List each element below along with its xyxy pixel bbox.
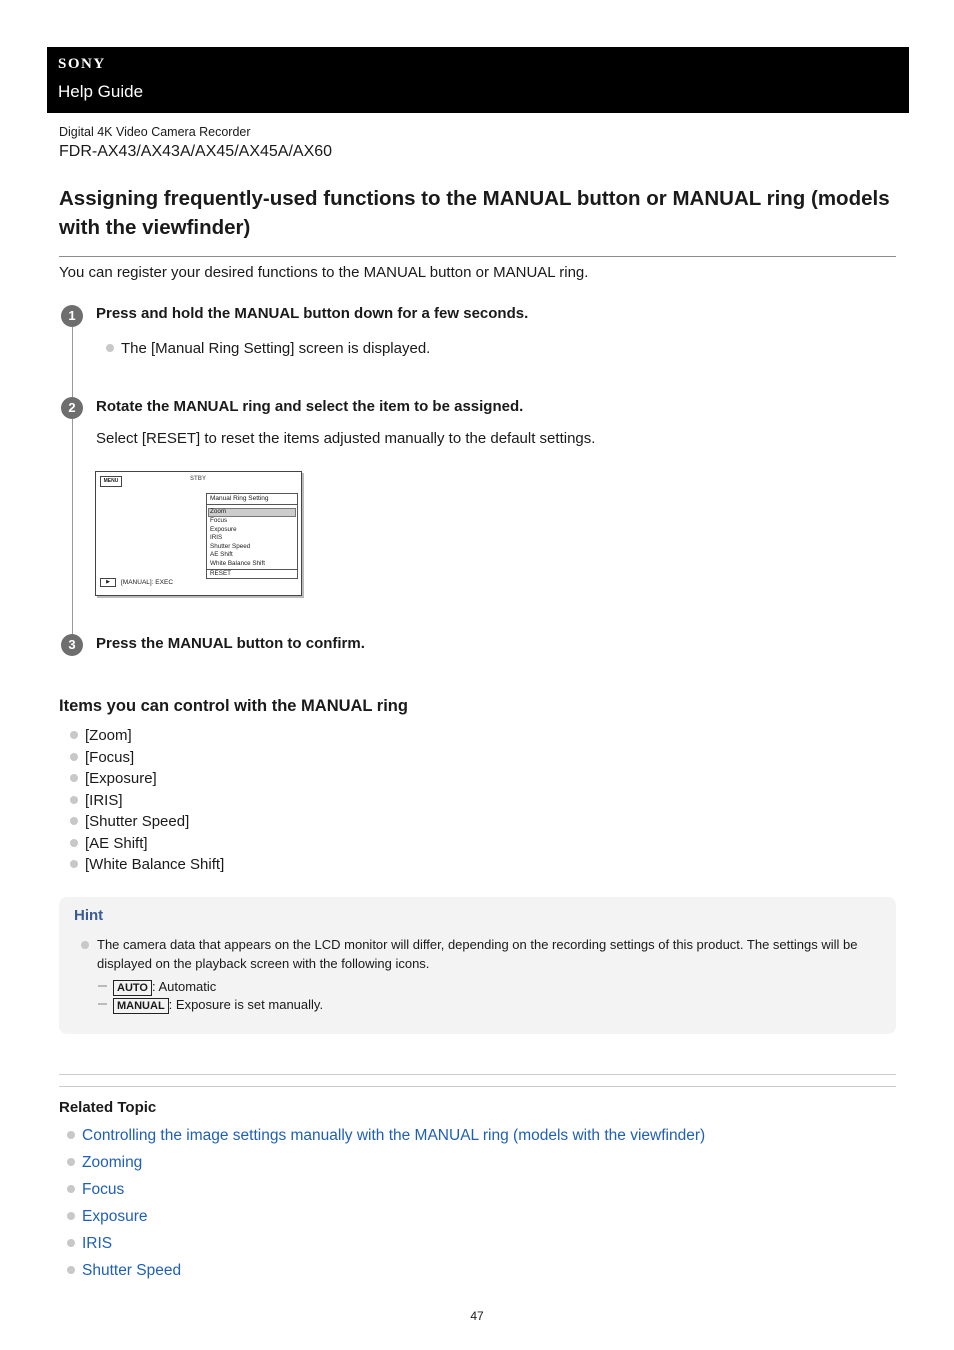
- lcd-item: AE Shift: [210, 551, 233, 558]
- related-link[interactable]: Zooming: [82, 1154, 143, 1171]
- hint-sub-text: : Exposure is set manually.: [168, 997, 324, 1012]
- related-link[interactable]: Focus: [82, 1181, 125, 1198]
- step-1-bullet-text: The [Manual Ring Setting] screen is displayed.: [121, 340, 431, 357]
- list-item: [70, 727, 224, 749]
- page-number: 47: [470, 1309, 484, 1323]
- related-item: [67, 1234, 705, 1261]
- bullet-icon: [70, 860, 78, 868]
- manual-icon: MANUAL: [113, 998, 169, 1014]
- related-item: [67, 1126, 705, 1153]
- step-3-number: 3: [61, 634, 83, 656]
- related-topic-list: [67, 1126, 705, 1288]
- steps-connector-line: [72, 316, 73, 636]
- hint-sub-item: [98, 997, 323, 1014]
- bullet-icon: [67, 1131, 75, 1139]
- step-1-bullet: [106, 340, 430, 357]
- lcd-panel-title: Manual Ring Setting: [207, 494, 297, 505]
- bullet-icon: [70, 817, 78, 825]
- page-title: Assigning frequently-used functions to the MANUAL button or MANUAL ring (models with the viewfinder): [59, 187, 890, 239]
- list-item: [70, 835, 224, 857]
- lcd-menu-button: MENU: [100, 476, 122, 487]
- product-type: Digital 4K Video Camera Recorder: [59, 125, 251, 139]
- bullet-icon: [67, 1158, 75, 1166]
- lcd-item: White Balance Shift: [210, 559, 265, 567]
- product-models: FDR-AX43/AX43A/AX45/AX45A/AX60: [59, 143, 333, 160]
- bullet-icon: [70, 796, 78, 804]
- related-link[interactable]: Controlling the image settings manually with the MANUAL ring (models with the viewfinder): [82, 1127, 706, 1144]
- list-item: [70, 813, 224, 835]
- list-item-text: [Exposure]: [85, 770, 157, 787]
- lcd-item: Zoom: [210, 508, 227, 515]
- auto-icon: AUTO: [113, 980, 152, 996]
- lcd-item: Exposure: [210, 525, 237, 533]
- step-2-title: Rotate the MANUAL ring and select the item to be assigned.: [96, 398, 524, 415]
- lcd-bottom-bar: [100, 578, 173, 587]
- controllable-items-list: [70, 727, 224, 878]
- related-topic-heading: Related Topic: [59, 1099, 157, 1116]
- lcd-item: IRIS: [210, 534, 223, 541]
- playback-icon: ▶: [100, 578, 116, 587]
- step-3-title: Press the MANUAL button to confirm.: [96, 635, 365, 652]
- hint-box: [59, 897, 896, 1034]
- bullet-icon: [70, 839, 78, 847]
- lcd-settings-panel: [206, 493, 298, 579]
- title-divider: [59, 256, 896, 257]
- lcd-item: RESET: [210, 570, 231, 577]
- list-item-text: [AE Shift]: [85, 834, 148, 852]
- lcd-item: Shutter Speed: [210, 542, 251, 550]
- hint-sub-item: [98, 979, 216, 996]
- dash-icon: [98, 985, 107, 987]
- bullet-icon: [106, 344, 114, 352]
- list-item: [70, 749, 224, 771]
- items-section-heading: Items you can control with the MANUAL ring: [59, 697, 408, 715]
- list-item-text: [Shutter Speed]: [85, 813, 190, 830]
- bullet-icon: [70, 731, 78, 739]
- bullet-icon: [70, 753, 78, 761]
- list-item-text: [IRIS]: [85, 791, 123, 809]
- intro-text: You can register your desired functions to the MANUAL button or MANUAL ring.: [59, 264, 589, 281]
- list-item: [70, 770, 224, 792]
- header-bar: [47, 47, 909, 113]
- step-2-number: 2: [61, 397, 83, 419]
- lcd-status: STBY: [190, 476, 207, 482]
- bullet-icon: [67, 1239, 75, 1247]
- hint-text: [97, 935, 887, 973]
- hint-sub-text: : Automatic: [151, 979, 217, 994]
- dash-icon: [98, 1003, 107, 1005]
- list-item-text: [Focus]: [85, 748, 135, 766]
- list-item: [70, 856, 224, 878]
- hint-title: Hint: [74, 907, 104, 924]
- related-item: [67, 1153, 705, 1180]
- list-item-text: [White Balance Shift]: [85, 856, 225, 873]
- related-item: [67, 1180, 705, 1207]
- section-divider: [59, 1074, 896, 1075]
- related-link[interactable]: Shutter Speed: [82, 1262, 182, 1279]
- help-guide-label: Help Guide: [58, 82, 144, 101]
- step-2-body: Select [RESET] to reset the items adjusted manually to the default settings.: [96, 430, 596, 447]
- list-item-text: [Zoom]: [85, 727, 132, 744]
- related-link[interactable]: IRIS: [82, 1235, 113, 1252]
- step-1-title: Press and hold the MANUAL button down for a few seconds.: [96, 305, 529, 322]
- bullet-icon: [67, 1266, 75, 1274]
- manual-ring-setting-screen: [95, 471, 302, 596]
- bullet-icon: [67, 1212, 75, 1220]
- sony-logo: SONY: [58, 56, 106, 72]
- bullet-icon: [70, 774, 78, 782]
- related-link[interactable]: Exposure: [82, 1208, 148, 1225]
- list-item: [70, 792, 224, 814]
- related-item: [67, 1207, 705, 1234]
- step-1-number: 1: [61, 305, 83, 327]
- bullet-icon: [67, 1185, 75, 1193]
- related-item: [67, 1261, 705, 1288]
- hint-text-content: The camera data that appears on the LCD monitor will differ, depending on the recording settings of this product. The settings will be displayed on the playback screen with the following icons.: [97, 937, 858, 971]
- section-divider: [59, 1086, 896, 1087]
- lcd-item: Focus: [210, 517, 228, 524]
- bullet-icon: [81, 941, 89, 949]
- lcd-bottom-text: [MANUAL]: EXEC: [121, 579, 174, 587]
